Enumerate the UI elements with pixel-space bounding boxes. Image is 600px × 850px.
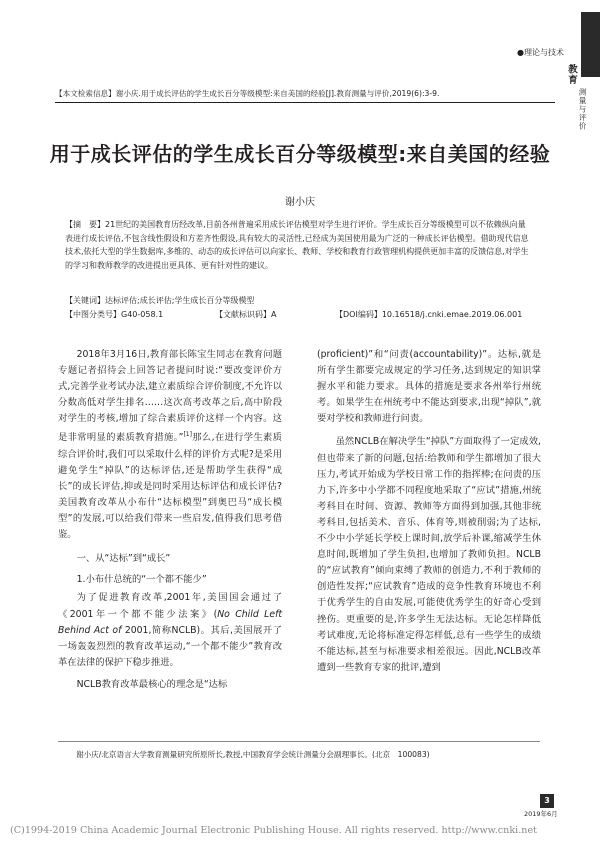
classification-line xyxy=(65,309,533,320)
journal-name-sub: 测量与评价 xyxy=(578,88,587,131)
doi: 【DOI编码】10.16518/j.cnki.emae.2019.06.001 xyxy=(335,310,523,319)
paragraph: 虽然NCLB在解决学生“掉队”方面取得了一定成效,但也带来了新的问题,包括:给教师和学生都增加了很大压力,考试开始成为学校日常工作的指挥棒;在问责的压力下,许多中小学都不同程度地采取了“应试”措施,州统考科目在时间、资源、教师等方面得到加强,其他非统考科目,包括美术、音乐、体育等,则被削弱;为了达标,不少中小学延长学校上课时间,放学后补课,缩减学生休息时间,既增加了学生负担,也增加了教师负担。NCLB的“应试教育”倾向束缚了教师的创造力,不利于教师的创造性发挥;“应试教育”造成的竞争性教育环境也不利于优秀学生的自由发展,可能使优秀学生的好奇心受到挫伤。更重要的是,许多学生无法达标。无论怎样降低考试难度,无论将标准定得怎样低,总有一些学生的成绩不能达标,甚至与标准要求相差很远。因此,NCLB改革遭到一些教育专家的批评,遭到 xyxy=(317,436,541,673)
journal-name: 教育 xyxy=(566,64,577,85)
author: 谢小庆 xyxy=(285,197,315,208)
abstract-label: 【摘 要】 xyxy=(65,220,105,229)
issue-date: 2019年6月 xyxy=(524,810,558,818)
article-title: 用于成长评估的学生成长百分等级模型:来自美国的经验 xyxy=(49,142,551,166)
body-column-left xyxy=(58,347,282,693)
paragraph: 2018年3月16日,教育部长陈宝生同志在教育问题专题记者招待会上回答记者提问时说:“要改变评价方式,完善学业考试办法,建立素质综合评价制度,不允许以分数高低对学生排名……这次高考改革之后,高中阶段对学生的考核,增加了综合素质评价这样一个内容。这是非常明显的素质教育措施。”[1]那么,在进行学生素质综合评价时,我们可以采取什么样的评价方式呢?是采用避免学生“掉队”的达标评估,还是帮助学生获得“成长”的成长评估,抑或是同时采用达标评估和成长评估?美国教育改革从小布什“达标模型”到奥巴马“成长模型”的发展,可以给我们带来一些启发,值得我们思考借鉴。 xyxy=(58,349,282,541)
paragraph: NCLB教育改革最核心的理念是“达标 xyxy=(76,678,228,690)
copyright-line: (C)1994-2019 China Academic Journal Electronic Publishing House. All rights reserved. http://www.cnki.net xyxy=(10,825,537,836)
citation-line: 【本文检索信息】谢小庆.用于成长评估的学生成长百分等级模型:来自美国的经验[J].教育测量与评价,2019(6):3-9. xyxy=(55,89,440,98)
doc-code: 【文献标识码】A xyxy=(215,310,277,319)
author-footnote: 谢小庆/北京语言大学教育测量研究所原所长,教授,中国教育学会统计测量分会副理事长。(北京 100083) xyxy=(76,750,430,759)
page-number: 3 xyxy=(540,794,554,808)
citation-divider xyxy=(55,102,555,103)
law-name-italic: No Child Left Behind Act of xyxy=(58,608,282,636)
abstract-text: 21世纪的美国教育历经改革,目前各州普遍采用成长评估模型对学生进行评价。学生成长百分等级模型可以不依赖纵向量表进行成长评估,不包含线性假设和方差齐性假设,具有较大的灵活性,已经成为美国使用最为广泛的一种成长评估模型。借助现代信息技术,依托大型的学生数据库,多维的、动态的成长评估可以向家长、教师、学校和教育行政管理机构提供更加丰富的反馈信息,对学生的学习和教师教学的改进提出更具体、更有针对性的建议。 xyxy=(65,220,529,270)
abstract xyxy=(65,218,533,272)
paragraph: (proficient)”和“问责(accountability)”。达标,就是所有学生都要完成规定的学习任务,达到规定的知识掌握水平和能力要求。具体的措施是要求各州举行州统考。如果学生在州统考中不能达到要求,出现“掉队”,就要对学校和教师进行问责。 xyxy=(317,349,541,425)
subsection-heading: 1.小布什总统的“一个都不能少” xyxy=(76,574,207,586)
section-tag: ●理论与技术 xyxy=(517,48,564,57)
paragraph: 为了促进教育改革,2001年,美国国会通过了《2001年一个都不能少法案》(No Child Left Behind Act of 2001,简称NCLB)。其后,美国展开了一场轰轰烈烈的教育改革运动,“一个都不能少”教育改革在法律的保护下稳步推进。 xyxy=(58,592,282,668)
body-column-right xyxy=(317,347,541,676)
side-strip xyxy=(581,12,600,77)
reference-mark: [1] xyxy=(183,431,192,439)
clc-number: 【中图分类号】G40-058.1 xyxy=(65,310,164,319)
footnote-divider xyxy=(58,741,540,742)
section-heading: 一、从“达标”到“成长” xyxy=(76,553,171,565)
keywords: 【关键词】达标评估;成长评估;学生成长百分等级模型 xyxy=(65,296,255,305)
